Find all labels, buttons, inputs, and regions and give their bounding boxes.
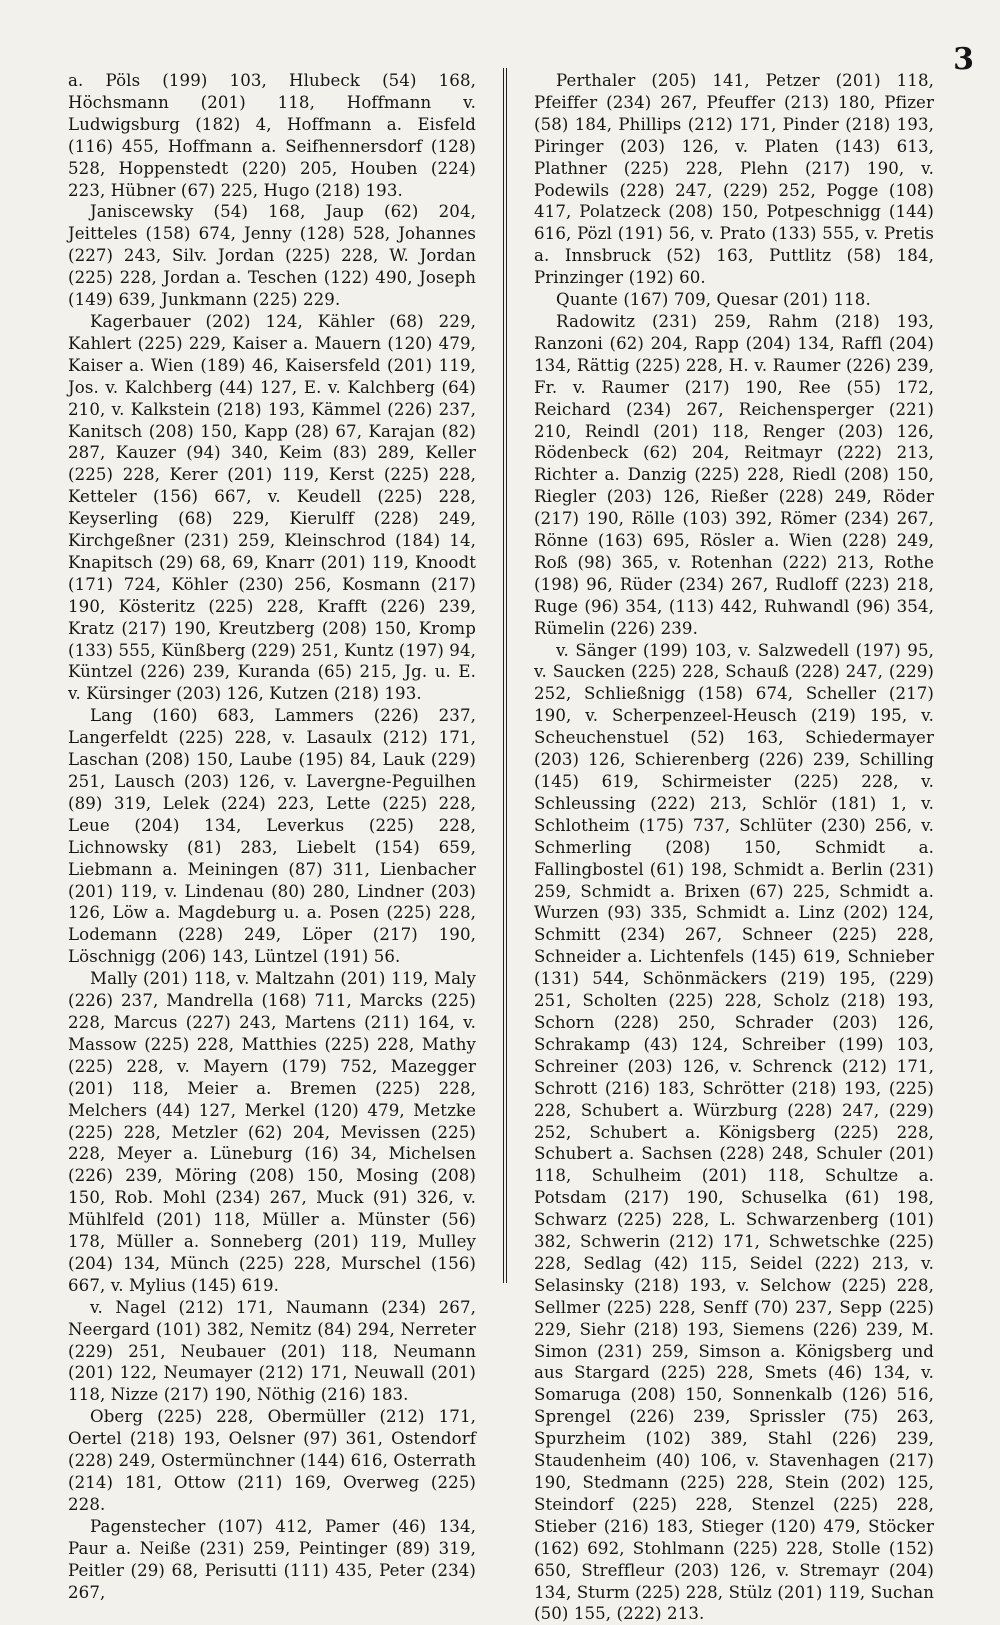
page-number: 3 xyxy=(953,42,974,77)
index-paragraph: a. Pöls (199) 103, Hlubeck (54) 168, Höchsmann (201) 118, Hoffmann v. Ludwigsburg (182) 4, Hoffmann a. Eisfeld (116) 455, Hoffmann a. Seifhennersdorf (128) 528, Hoppenstedt (220) 205, Houben (224) 223, Hübner (67) 225, Hugo (218) 193. xyxy=(68,71,476,200)
index-paragraph: v. Nagel (212) 171, Naumann (234) 267, Neergard (101) 382, Nemitz (84) 294, Nerreter (229) 251, Neubauer (201) 118, Neumann (201) 122, Neumayer (212) 171, Neuwall (201) 118, Nizze (217) 190, Nöthig (216) 183. xyxy=(68,1297,476,1405)
index-paragraph: Radowitz (231) 259, Rahm (218) 193, Ranzoni (62) 204, Rapp (204) 134, Raffl (204) 134, Rättig (225) 228, H. v. Raumer (226) 239, Fr. v. Raumer (217) 190, Ree (55) 172, Reichard (234) 267, Reichensperger (221) 210, Reindl (201) 118, Renger (203) 126, Rödenbeck (62) 204, Reitmayr (222) 213, Richter a. Danzig (225) 228, Riedl (208) 150, Riegler (203) 126, Rießer (228) 249, Röder (217) 190, Rölle (103) 392, Römer (234) 267, Rönne (163) 695, Rösler a. Wien (228) 249, Roß (98) 365, v. Rotenhan (222) 213, Rothe (198) 96, Rüder (234) 267, Rudloff (223) 218, Ruge (96) 354, (113) 442, Ruhwandl (96) 354, Rümelin (226) 239. xyxy=(534,311,934,638)
index-paragraph: v. Sänger (199) 103, v. Salzwedell (197) 95, v. Saucken (225) 228, Schauß (228) 247, (229) 252, Schließnigg (158) 674, Scheller (217) 190, v. Scherpenzeel-Heusch (219) 195, v. Scheuchenstuel (52) 163, Schiedermayer (203) 126, Schierenberg (226) 239, Schilling (145) 619, Schirmeister (225) 228, v. Schleussing (222) 213, Schlör (181) 1, v. Schlotheim (175) 737, Schlüter (230) 256, v. Schmerling (208) 150, Schmidt a. Fallingbostel (61) 198, Schmidt a. Berlin (231) 259, Schmidt a. Brixen (67) 225, Schmidt a. Wurzen (93) 335, Schmidt a. Linz (202) 124, Schmitt (234) 267, Schneer (225) 228, Schneider a. Lichtenfels (145) 619, Schnieber (131) 544, Schönmäckers (219) 195, (229) 251, Scholten (225) 228, Scholz (218) 193, Schorn (228) 250, Schrader (203) 126, Schrakamp (43) 124, Schreiber (199) 103, Schreiner (203) 126, v. Schrenck (212) 171, Schrott (216) 183, Schrötter (218) 193, (225) 228, Schubert a. Würzburg (228) 247, (229) 252, Schubert a. Königsberg (225) 228, Schubert a. Sachsen (228) 248, Schuler (201) 118, Schulheim (201) 118, Schultze a. Potsdam (217) 190, Schuselka (61) 198, Schwarz (225) 228, L. Schwarzenberg (101) 382, Schwerin (212) 171, Schwetschke (225) 228, Sedlag (42) 115, Seidel (222) 213, v. Selasinsky (218) 193, v. Selchow (225) 228, Sellmer (225) 228, Senff (70) 237, Sepp (225) 229, Siehr (218) 193, Siemens (226) 239, M. Simon (231) 259, Simson a. Königsberg und aus Stargard (225) 228, Smets (46) 134, v. Somaruga (208) 150, Sonnenkalb (126) 516, Sprengel (226) 239, Sprissler (75) 263, Spurzheim (102) 389, Stahl (226) 239, Staudenheim (40) 106, v. Stavenhagen (217) 190, Stedmann (225) 228, Stein (202) 125, Steindorf (225) 228, Stenzel (225) 228, Stieber (216) 183, Stieger (120) 479, Stöcker (162) 692, Stohlmann (225) 228, Stolle (152) 650, Streffleur (203) 126, v. Stremayr (204) 134, Sturm (225) 228, Stülz (201) 119, Suchan (50) 155, (222) 213. xyxy=(534,640,934,1624)
index-paragraph: Quante (167) 709, Quesar (201) 118. xyxy=(556,290,871,310)
column-divider xyxy=(503,68,507,1283)
index-paragraph: Janiscewsky (54) 168, Jaup (62) 204, Jeitteles (158) 674, Jenny (128) 528, Johannes (227) 243, Silv. Jordan (225) 228, W. Jordan (225) 228, Jordan a. Teschen (122) 490, Joseph (149) 639, Junkmann (225) 229. xyxy=(68,202,476,310)
index-paragraph: Perthaler (205) 141, Petzer (201) 118, Pfeiffer (234) 267, Pfeuffer (213) 180, Pfizer (58) 184, Phillips (212) 171, Pinder (218) 193, Piringer (203) 126, v. Platen (143) 613, Plathner (225) 228, Plehn (217) 190, v. Podewils (228) 247, (229) 252, Pogge (108) 417, Polatzeck (208) 150, Potpeschnigg (144) 616, Pözl (191) 56, v. Prato (133) 555, v. Pretis a. Innsbruck (52) 163, Puttlitz (58) 184, Prinzinger (192) 60. xyxy=(534,71,934,288)
left-column xyxy=(68,70,476,1602)
index-paragraph: Oberg (225) 228, Obermüller (212) 171, Oertel (218) 193, Oelsner (97) 361, Ostendorf (228) 249, Ostermünchner (144) 616, Osterrath (214) 181, Ottow (211) 169, Overweg (225) 228. xyxy=(68,1407,476,1514)
index-paragraph: Pagenstecher (107) 412, Pamer (46) 134, Paur a. Neiße (231) 259, Peintinger (89) 319, Peitler (29) 68, Perisutti (111) 435, Peter (234) 267, xyxy=(68,1516,476,1602)
right-column xyxy=(534,70,934,1624)
index-paragraph: Mally (201) 118, v. Maltzahn (201) 119, Maly (226) 237, Mandrella (168) 711, Marcks (225) 228, Marcus (227) 243, Martens (211) 164, v. Massow (225) 228, Matthies (225) 228, Mathy (225) 228, v. Mayern (179) 752, Mazegger (201) 118, Meier a. Bremen (225) 228, Melchers (44) 127, Merkel (120) 479, Metzke (225) 228, Metzler (62) 204, Mevissen (225) 228, Meyer a. Lüneburg (16) 34, Michelsen (226) 239, Möring (208) 150, Mosing (208) 150, Rob. Mohl (234) 267, Muck (91) 326, v. Mühlfeld (201) 118, Müller a. Münster (56) 178, Müller a. Sonneberg (201) 119, Mulley (204) 134, Münch (225) 228, Murschel (156) 667, v. Mylius (145) 619. xyxy=(68,969,476,1295)
index-paragraph: Lang (160) 683, Lammers (226) 237, Langerfeldt (225) 228, v. Lasaulx (212) 171, Laschan (208) 150, Laube (195) 84, Lauk (229) 251, Lausch (203) 126, v. Lavergne-Peguilhen (89) 319, Lelek (224) 223, Lette (225) 228, Leue (204) 134, Leverkus (225) 228, Lichnowsky (81) 283, Liebelt (154) 659, Liebmann a. Meiningen (87) 311, Lienbacher (201) 119, v. Lindenau (80) 280, Lindner (203) 126, Löw a. Magdeburg u. a. Posen (225) 228, Lodemann (228) 249, Löper (217) 190, Löschnigg (206) 143, Lüntzel (191) 56. xyxy=(68,706,476,967)
index-paragraph: Kagerbauer (202) 124, Kähler (68) 229, Kahlert (225) 229, Kaiser a. Mauern (120) 479, Kaiser a. Wien (189) 46, Kaisersfeld (201) 119, Jos. v. Kalchberg (44) 127, E. v. Kalchberg (64) 210, v. Kalkstein (218) 193, Kämmel (226) 237, Kanitsch (208) 150, Kapp (28) 67, Karajan (82) 287, Kauzer (94) 340, Keim (83) 289, Keller (225) 228, Kerer (201) 119, Kerst (225) 228, Ketteler (156) 667, v. Keudell (225) 228, Keyserling (68) 229, Kierulff (228) 249, Kirchgeßner (231) 259, Kleinschrod (184) 14, Knapitsch (29) 68, 69, Knarr (201) 119, Knoodt (171) 724, Köhler (230) 256, Kosmann (217) 190, Kösteritz (225) 228, Krafft (226) 239, Kratz (217) 190, Kreutzberg (208) 150, Kromp (133) 555, Künßberg (229) 251, Kuntz (197) 94, Küntzel (226) 239, Kuranda (65) 215, Jg. u. E. v. Kürsinger (203) 126, Kutzen (218) 193. xyxy=(68,311,476,704)
